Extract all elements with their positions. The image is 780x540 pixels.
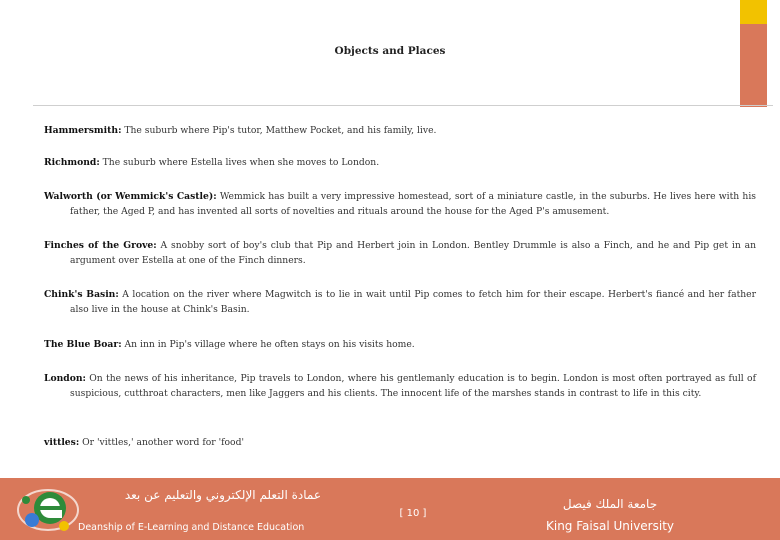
page-title: Objects and Places [334,45,446,57]
deanship-name-english: Deanship of E-Learning and Distance Education [78,522,305,533]
entry-text: On the news of his inheritance, Pip travels to London, where his gentlemanly education is to begin. London is most often portrayed as full of suspicious, cutthroat characters, men like Jaggers and his clients. The innocent life of the marshes stands in contrast to life in this city. [70,373,756,399]
entry-text: Wemmick has built a very impressive homestead, sort of a miniature castle, in the suburbs. He lives here with his father, the Aged P, and has invented all sorts of novelties and rituals around the house for the Aged P's amusement. [70,191,756,217]
entry-text: Or 'vittles,' another word for 'food' [82,437,244,448]
university-name-english: King Faisal University [545,519,674,533]
entry-vittles [44,436,756,451]
entry-term: Richmond: [44,157,100,168]
entry-term: vittles: [44,437,80,448]
footer-bar [0,478,780,540]
entry-text: The suburb where Pip's tutor, Matthew Pocket, and his family, live. [124,125,437,136]
university-name-arabic: جامعة الملك فيصل [562,497,658,511]
entry-term: Hammersmith: [44,125,122,136]
entry-term: London: [44,373,86,384]
entry-richmond [44,156,756,171]
deanship-name-arabic: عمادة التعلم الإلكتروني والتعليم عن بعد [124,488,321,502]
entry-hammersmith [44,124,756,139]
entry-term: The Blue Boar: [44,339,122,350]
entry-finches [44,239,756,268]
entry-text: An inn in Pip's village where he often stays on his visits home. [124,339,415,350]
entry-text: A snobby sort of boy's club that Pip and Herbert join in London. Bentley Drummle is also a Finch, and he and Pip get in an argument over Estella at one of the Finch dinners. [70,240,757,266]
entry-chinks-basin [44,288,756,317]
corner-accent-gold [740,0,767,24]
title-divider [33,105,773,106]
entry-london [44,372,756,401]
entry-term: Walworth (or Wemmick's Castle): [44,191,217,202]
entry-blue-boar [44,338,756,353]
deanship-logo-icon [12,478,82,540]
entry-text: A location on the river where Magwitch is to lie in wait until Pip comes to fetch him for their escape. Herbert's fiancé and her father also live in the house at Chink's Basin. [70,289,757,315]
entry-term: Finches of the Grove: [44,240,157,251]
entry-walworth [44,190,756,219]
corner-accent-orange [740,24,767,107]
page-number: [ 10 ] [399,508,427,519]
entry-text: The suburb where Estella lives when she moves to London. [102,157,380,168]
entry-term: Chink's Basin: [44,289,119,300]
